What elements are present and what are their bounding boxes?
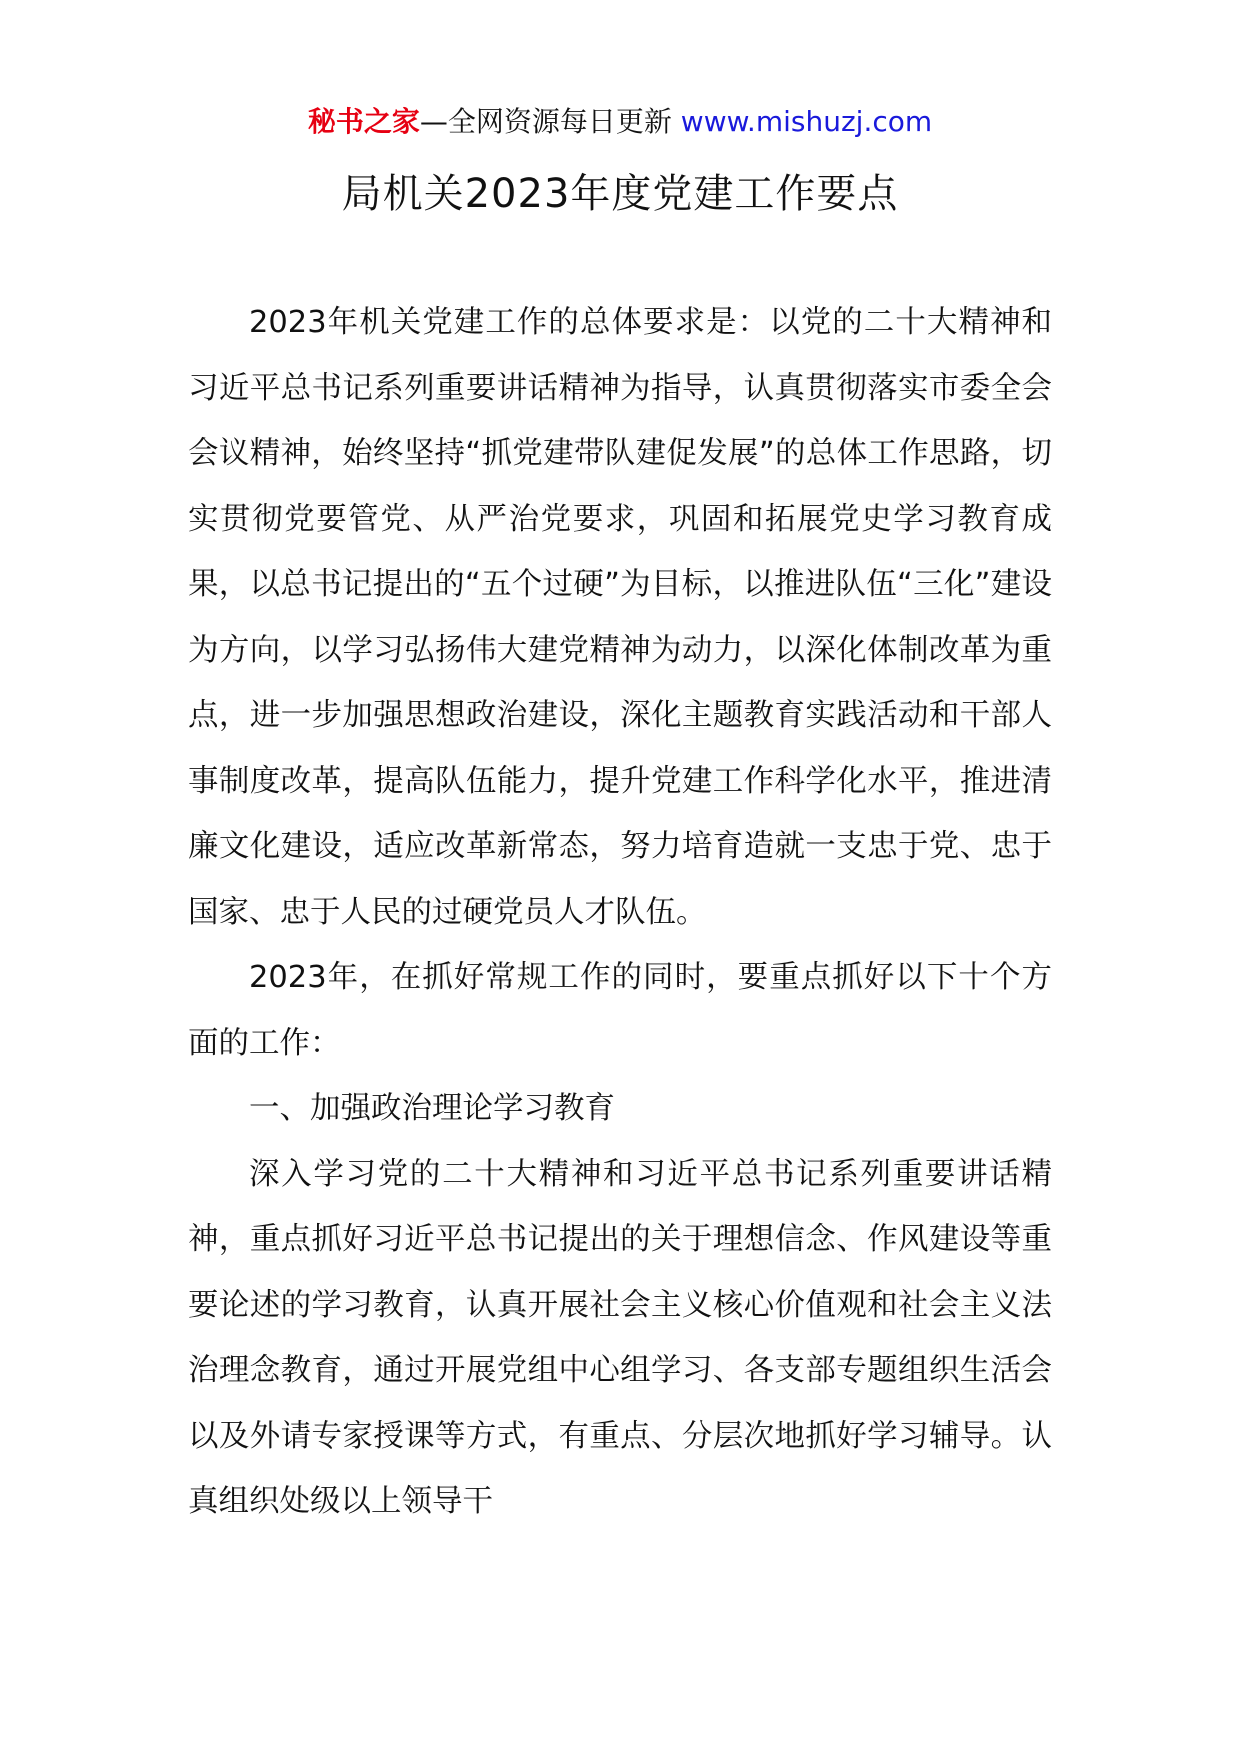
document-title: 局机关2023年度党建工作要点	[341, 171, 899, 217]
header-banner	[0, 104, 1240, 140]
body-paragraph-requirements: 2023年机关党建工作的总体要求是：以党的二十大精神和习近平总书记系列重要讲话精神为指导，认真贯彻落实市委全会会议精神，始终坚持“抓党建带队建促发展”的总体工作思路，切实贯彻党要管党、从严治党要求，巩固和拓展党史学习教育成果，以总书记提出的“五个过硬”为目标，以推进队伍“三化”建设为方向，以学习弘扬伟大建党精神为动力，以深化体制改革为重点，进一步加强思想政治建设，深化主题教育实践活动和干部人事制度改革，提高队伍能力，提升党建工作科学化水平，推进清廉文化建设，适应改革新常态，努力培育造就一支忠于党、忠于国家、忠于人民的过硬党员人才队伍。	[188, 305, 1052, 930]
section-heading-1: 一、加强政治理论学习教育	[249, 1091, 615, 1126]
document-body	[188, 290, 1052, 1535]
site-link[interactable]: www.mishuzj.com	[680, 105, 933, 138]
brand-name: 秘书之家	[307, 105, 420, 138]
banner-slogan: —全网资源每日更新	[419, 105, 672, 138]
body-paragraph-overview: 2023年，在抓好常规工作的同时，要重点抓好以下十个方面的工作：	[188, 960, 1052, 1061]
body-paragraph-study: 深入学习党的二十大精神和习近平总书记系列重要讲话精神，重点抓好习近平总书记提出的关于理想信念、作风建设等重要论述的学习教育，认真开展社会主义核心价值观和社会主义法治理念教育，通过开展党组中心组学习、各支部专题组织生活会以及外请专家授课等方式，有重点、分层次地抓好学习辅导。认真组织处级以上领导干	[188, 1156, 1052, 1519]
